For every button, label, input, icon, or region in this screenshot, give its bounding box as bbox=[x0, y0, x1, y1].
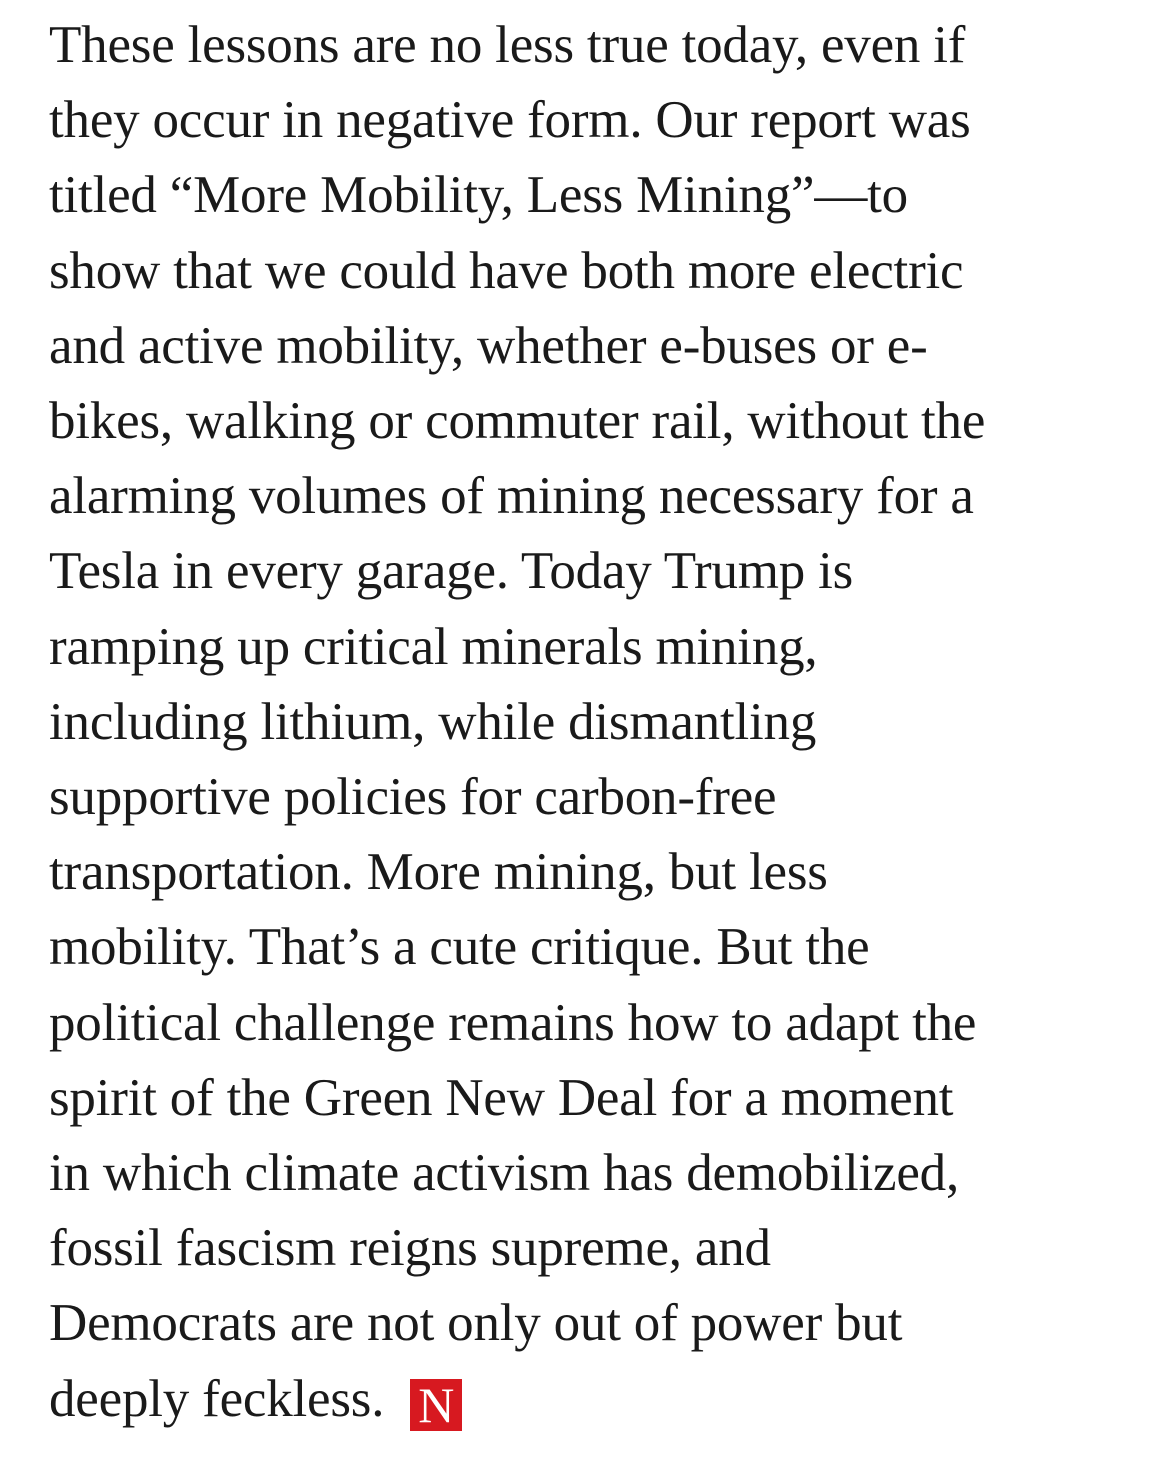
paragraph-line: bikes, walking or commuter rail, without the bbox=[49, 392, 986, 451]
paragraph-line: ramping up critical minerals mining, bbox=[49, 617, 818, 676]
paragraph-line: show that we could have both more electric bbox=[49, 241, 964, 300]
paragraph-line-last bbox=[49, 1362, 1129, 1437]
paragraph-line: mobility. That’s a cute critique. But the bbox=[49, 918, 870, 977]
paragraph-line: Tesla in every garage. Today Trump is bbox=[49, 542, 854, 601]
paragraph-line: transportation. More mining, but less bbox=[49, 843, 828, 902]
paragraph-line: Democrats are not only out of power but bbox=[49, 1294, 903, 1353]
paragraph-line: in which climate activism has demobilized, bbox=[49, 1144, 960, 1203]
paragraph-line: These lessons are no less true today, even if bbox=[49, 16, 966, 74]
paragraph-line: supportive policies for carbon-free bbox=[49, 768, 777, 827]
paragraph-line: titled “More Mobility, Less Mining”—to bbox=[49, 166, 908, 225]
paragraph-line: spirit of the Green New Deal for a moment bbox=[49, 1068, 954, 1127]
paragraph-last-text: deeply feckless. bbox=[49, 1369, 385, 1428]
paragraph-line: alarming volumes of mining necessary for a bbox=[49, 467, 974, 526]
paragraph-line: including lithium, while dismantling bbox=[49, 692, 817, 751]
paragraph-line: political challenge remains how to adapt the bbox=[49, 993, 977, 1052]
paragraph-line: they occur in negative form. Our report was bbox=[49, 91, 971, 150]
article-paragraph bbox=[49, 8, 1129, 1437]
paragraph-line: and active mobility, whether e-buses or e- bbox=[49, 316, 928, 375]
publication-end-mark-icon: N bbox=[410, 1379, 462, 1431]
paragraph-line: fossil fascism reigns supreme, and bbox=[49, 1219, 771, 1278]
